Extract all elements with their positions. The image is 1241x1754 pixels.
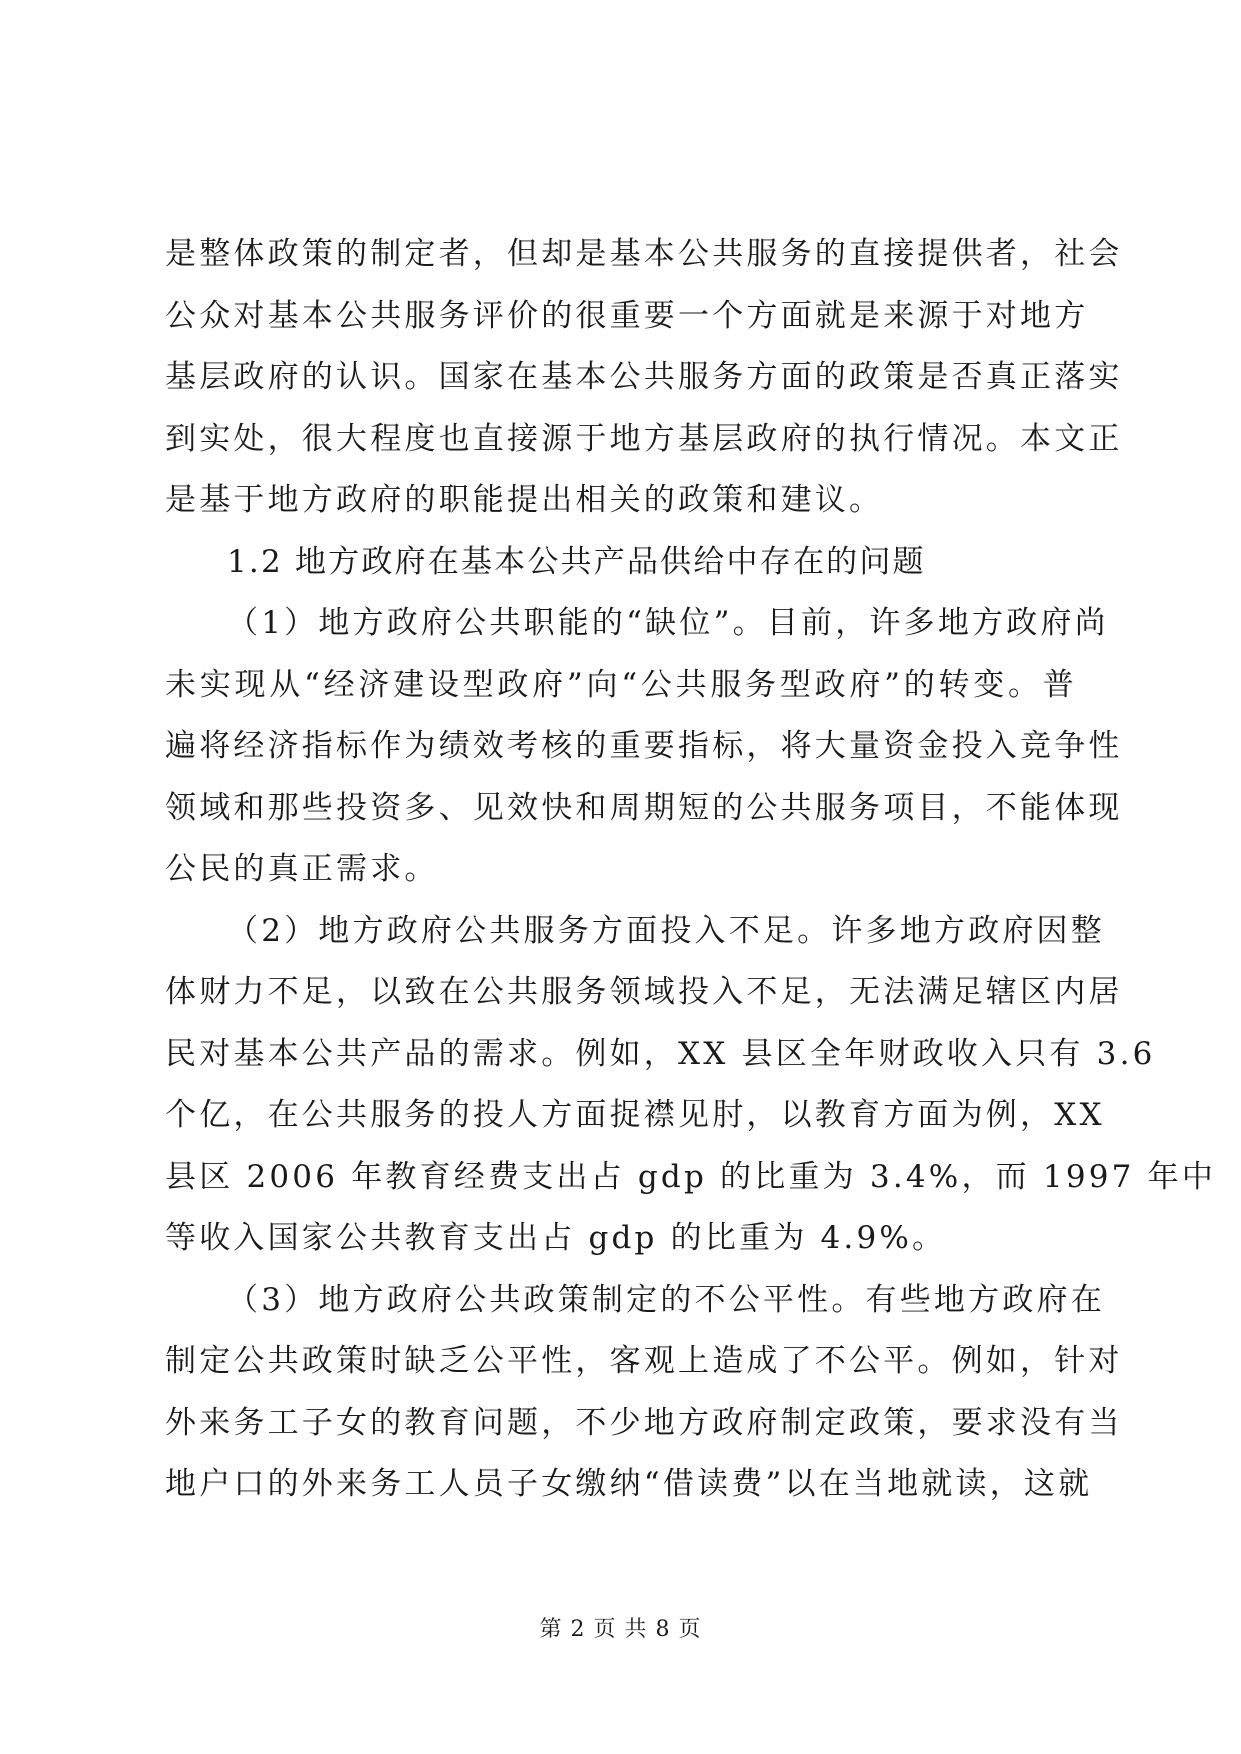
text-line: 外来务工子女的教育问题，不少地方政府制定政策，要求没有当	[165, 1404, 1123, 1441]
text-line: 是基于地方政府的职能提出相关的政策和建议。	[165, 482, 884, 518]
section-heading	[165, 532, 1077, 594]
text-line: 公众对基本公共服务评价的很重要一个方面就是来源于对地方	[165, 297, 1089, 334]
section-heading-text: 1.2 地方政府在基本公共产品供给中存在的问题	[227, 543, 926, 580]
text-line: 未实现从“经济建设型政府”向“公共服务型政府”的转变。普	[165, 666, 1077, 703]
text-line: 制定公共政策时缺乏公平性，客观上造成了不公平。例如，针对	[165, 1343, 1123, 1379]
text-line: 领域和那些投资多、见效快和周期短的公共服务项目，不能体现	[165, 789, 1123, 826]
text-line: （2）地方政府公共服务方面投入不足。许多地方政府因整	[227, 912, 1105, 949]
text-line: 公民的真正需求。	[165, 851, 439, 887]
paragraph-item-2	[165, 901, 1217, 1270]
page-number-footer: 第 2 页 共 8 页	[539, 1617, 702, 1642]
text-line: 个亿，在公共服务的投人方面捉襟见肘，以教育方面为例，XX	[165, 1097, 1105, 1133]
text-line: 县区 2006 年教育经费支出占 gdp 的比重为 3.4%，而 1997 年中	[165, 1158, 1217, 1195]
text-line: 是整体政策的制定者，但却是基本公共服务的直接提供者，社会	[165, 236, 1123, 272]
document-body	[165, 224, 1217, 1516]
paragraph-item-1	[165, 593, 1123, 901]
paragraph-continuation	[165, 224, 1123, 532]
text-line: （1）地方政府公共职能的“缺位”。目前，许多地方政府尚	[227, 605, 1109, 641]
paragraph-item-3	[165, 1270, 1123, 1516]
text-line: 基层政府的认识。国家在基本公共服务方面的政策是否真正落实	[165, 359, 1123, 395]
text-line: 等收入国家公共教育支出占 gdp 的比重为 4.9%。	[165, 1220, 947, 1256]
text-line: 遍将经济指标作为绩效考核的重要指标，将大量资金投入竞争性	[165, 728, 1123, 764]
text-line: 地户口的外来务工人员子女缴纳“借读费”以在当地就读，这就	[165, 1466, 1093, 1502]
text-line: （3）地方政府公共政策制定的不公平性。有些地方政府在	[227, 1281, 1105, 1318]
text-line: 到实处，很大程度也直接源于地方基层政府的执行情况。本文正	[165, 420, 1123, 457]
text-line: 民对基本公共产品的需求。例如，XX 县区全年财政收入只有 3.6	[165, 1035, 1156, 1072]
text-line: 体财力不足，以致在公共服务领域投入不足，无法满足辖区内居	[165, 974, 1123, 1010]
